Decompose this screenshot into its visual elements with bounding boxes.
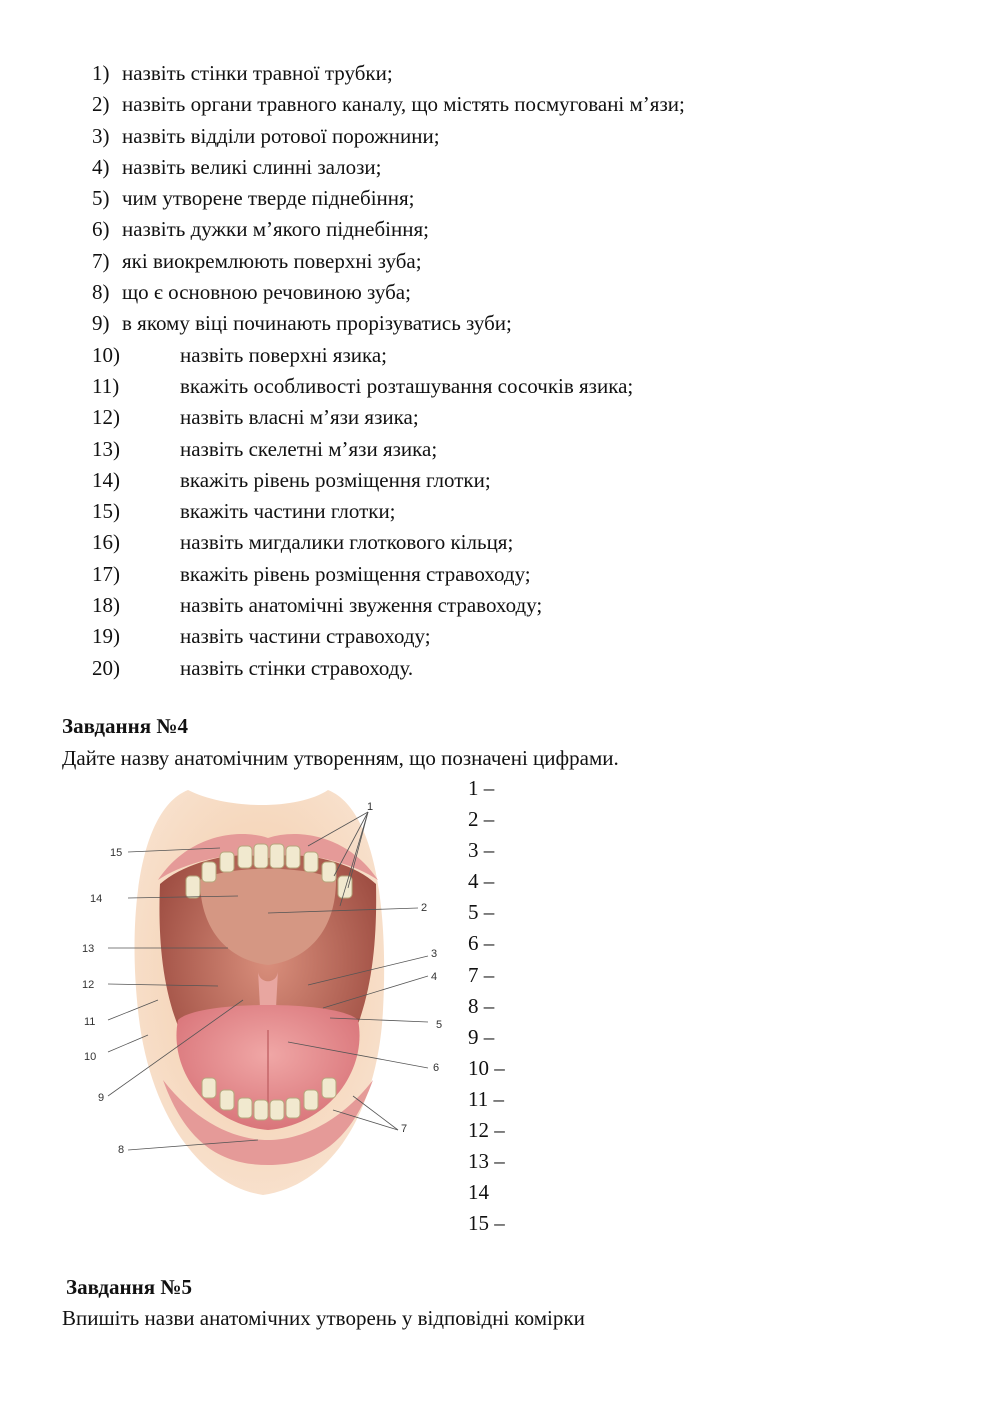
- question-text: які виокремлюють поверхні зуба;: [122, 248, 422, 273]
- question-item: [0, 465, 1000, 496]
- question-text: назвіть великі слинні залози;: [122, 154, 382, 179]
- answer-line: 7 –: [468, 962, 495, 987]
- task5-instruction: Впишіть назви анатомічних утворень у відповідні комірки: [62, 1306, 585, 1330]
- question-number: 3): [92, 123, 110, 148]
- callout-15: 15: [110, 847, 123, 859]
- answer-line: 12 –: [468, 1118, 505, 1143]
- question-number: 20): [92, 655, 120, 680]
- answer-line: 13 –: [468, 1149, 505, 1174]
- question-number: 13): [92, 436, 120, 461]
- task5-heading: Завдання №5: [66, 1275, 192, 1299]
- question-item: [0, 590, 1000, 621]
- question-text: вкажіть рівень розміщення стравоходу;: [180, 561, 531, 586]
- answer-line: 8 –: [468, 993, 495, 1018]
- mouth-anatomy-figure: [78, 780, 458, 1220]
- question-item: [0, 527, 1000, 558]
- answer-line: 9 –: [468, 1024, 495, 1049]
- task4-instruction: Дайте назву анатомічним утворенням, що позначені цифрами.: [62, 746, 619, 770]
- answer-line: 14: [468, 1180, 489, 1205]
- question-item: [0, 214, 1000, 245]
- question-item: [0, 246, 1000, 277]
- question-number: 19): [92, 624, 120, 649]
- callout-11: 11: [84, 1016, 96, 1028]
- answer-line: 6 –: [468, 931, 495, 956]
- answer-line: 3 –: [468, 838, 495, 863]
- question-text: назвіть власні м’язи язика;: [180, 405, 419, 430]
- question-text: назвіть дужки м’якого піднебіння;: [122, 217, 429, 242]
- question-number: 6): [92, 217, 110, 242]
- callout-8: 8: [118, 1144, 125, 1156]
- callout-13: 13: [82, 943, 95, 955]
- question-item: [0, 621, 1000, 652]
- question-item: [0, 58, 1000, 89]
- question-item: [0, 434, 1000, 465]
- question-text: назвіть мигдалики глоткового кільця;: [180, 530, 514, 555]
- question-item: [0, 121, 1000, 152]
- question-item: [0, 653, 1000, 684]
- question-number: 5): [92, 186, 110, 211]
- question-text: вкажіть рівень розміщення глотки;: [180, 467, 491, 492]
- question-text: чим утворене тверде піднебіння;: [122, 186, 415, 211]
- answer-line: 4 –: [468, 869, 495, 894]
- question-text: вкажіть частини глотки;: [180, 499, 396, 524]
- mouth-illustration: [78, 780, 458, 1220]
- task4-heading: Завдання №4: [62, 714, 188, 738]
- question-item: [0, 89, 1000, 120]
- question-number: 7): [92, 248, 110, 273]
- callout-14: 14: [90, 893, 103, 905]
- answer-line: 15 –: [468, 1211, 505, 1236]
- question-text: що є основною речовиною зуба;: [122, 280, 411, 305]
- question-text: назвіть анатомічні звуження стравоходу;: [180, 593, 543, 618]
- question-number: 16): [92, 530, 120, 555]
- question-text: назвіть частини стравоходу;: [180, 624, 431, 649]
- callout-12: 12: [82, 979, 95, 991]
- callout-1: 1: [367, 801, 374, 813]
- callout-5: 5: [436, 1019, 443, 1031]
- callout-10: 10: [84, 1051, 97, 1063]
- question-item: [0, 340, 1000, 371]
- question-item: [0, 152, 1000, 183]
- answer-line: 2 –: [468, 807, 495, 832]
- question-item: [0, 496, 1000, 527]
- question-item: [0, 371, 1000, 402]
- callout-7: 7: [401, 1123, 408, 1135]
- answer-line: 11 –: [468, 1086, 504, 1111]
- question-number: 10): [92, 342, 120, 367]
- question-number: 14): [92, 467, 120, 492]
- question-list: [0, 58, 1000, 684]
- callout-3: 3: [431, 948, 438, 960]
- question-number: 15): [92, 499, 120, 524]
- question-number: 2): [92, 92, 110, 117]
- question-text: назвіть відділи ротової порожнини;: [122, 123, 440, 148]
- answer-line: 10 –: [468, 1055, 505, 1080]
- question-text: назвіть органи травного каналу, що містять посмуговані м’язи;: [122, 92, 685, 117]
- callout-6: 6: [433, 1062, 440, 1074]
- question-text: вкажіть особливості розташування сосочків язика;: [180, 373, 634, 398]
- question-number: 12): [92, 405, 120, 430]
- callout-9: 9: [98, 1092, 105, 1104]
- question-item: [0, 402, 1000, 433]
- question-text: назвіть стінки стравоходу.: [180, 655, 414, 680]
- question-text: в якому віці починають прорізуватись зуби;: [122, 311, 512, 336]
- question-item: [0, 277, 1000, 308]
- callout-4: 4: [431, 971, 438, 983]
- answer-line: 5 –: [468, 900, 495, 925]
- question-text: назвіть поверхні язика;: [180, 342, 388, 367]
- answer-line: 1 –: [468, 776, 495, 800]
- question-item: [0, 183, 1000, 214]
- question-number: 4): [92, 154, 110, 179]
- question-number: 9): [92, 311, 110, 336]
- question-item: [0, 559, 1000, 590]
- callout-2: 2: [421, 902, 428, 914]
- question-number: 11): [92, 373, 120, 398]
- question-item: [0, 308, 1000, 339]
- question-number: 8): [92, 280, 110, 305]
- question-number: 1): [92, 61, 110, 85]
- question-number: 17): [92, 561, 120, 586]
- question-number: 18): [92, 593, 120, 618]
- question-text: назвіть стінки травної трубки;: [122, 61, 393, 85]
- answer-lines: [468, 773, 505, 1239]
- question-text: назвіть скелетні м’язи язика;: [180, 436, 438, 461]
